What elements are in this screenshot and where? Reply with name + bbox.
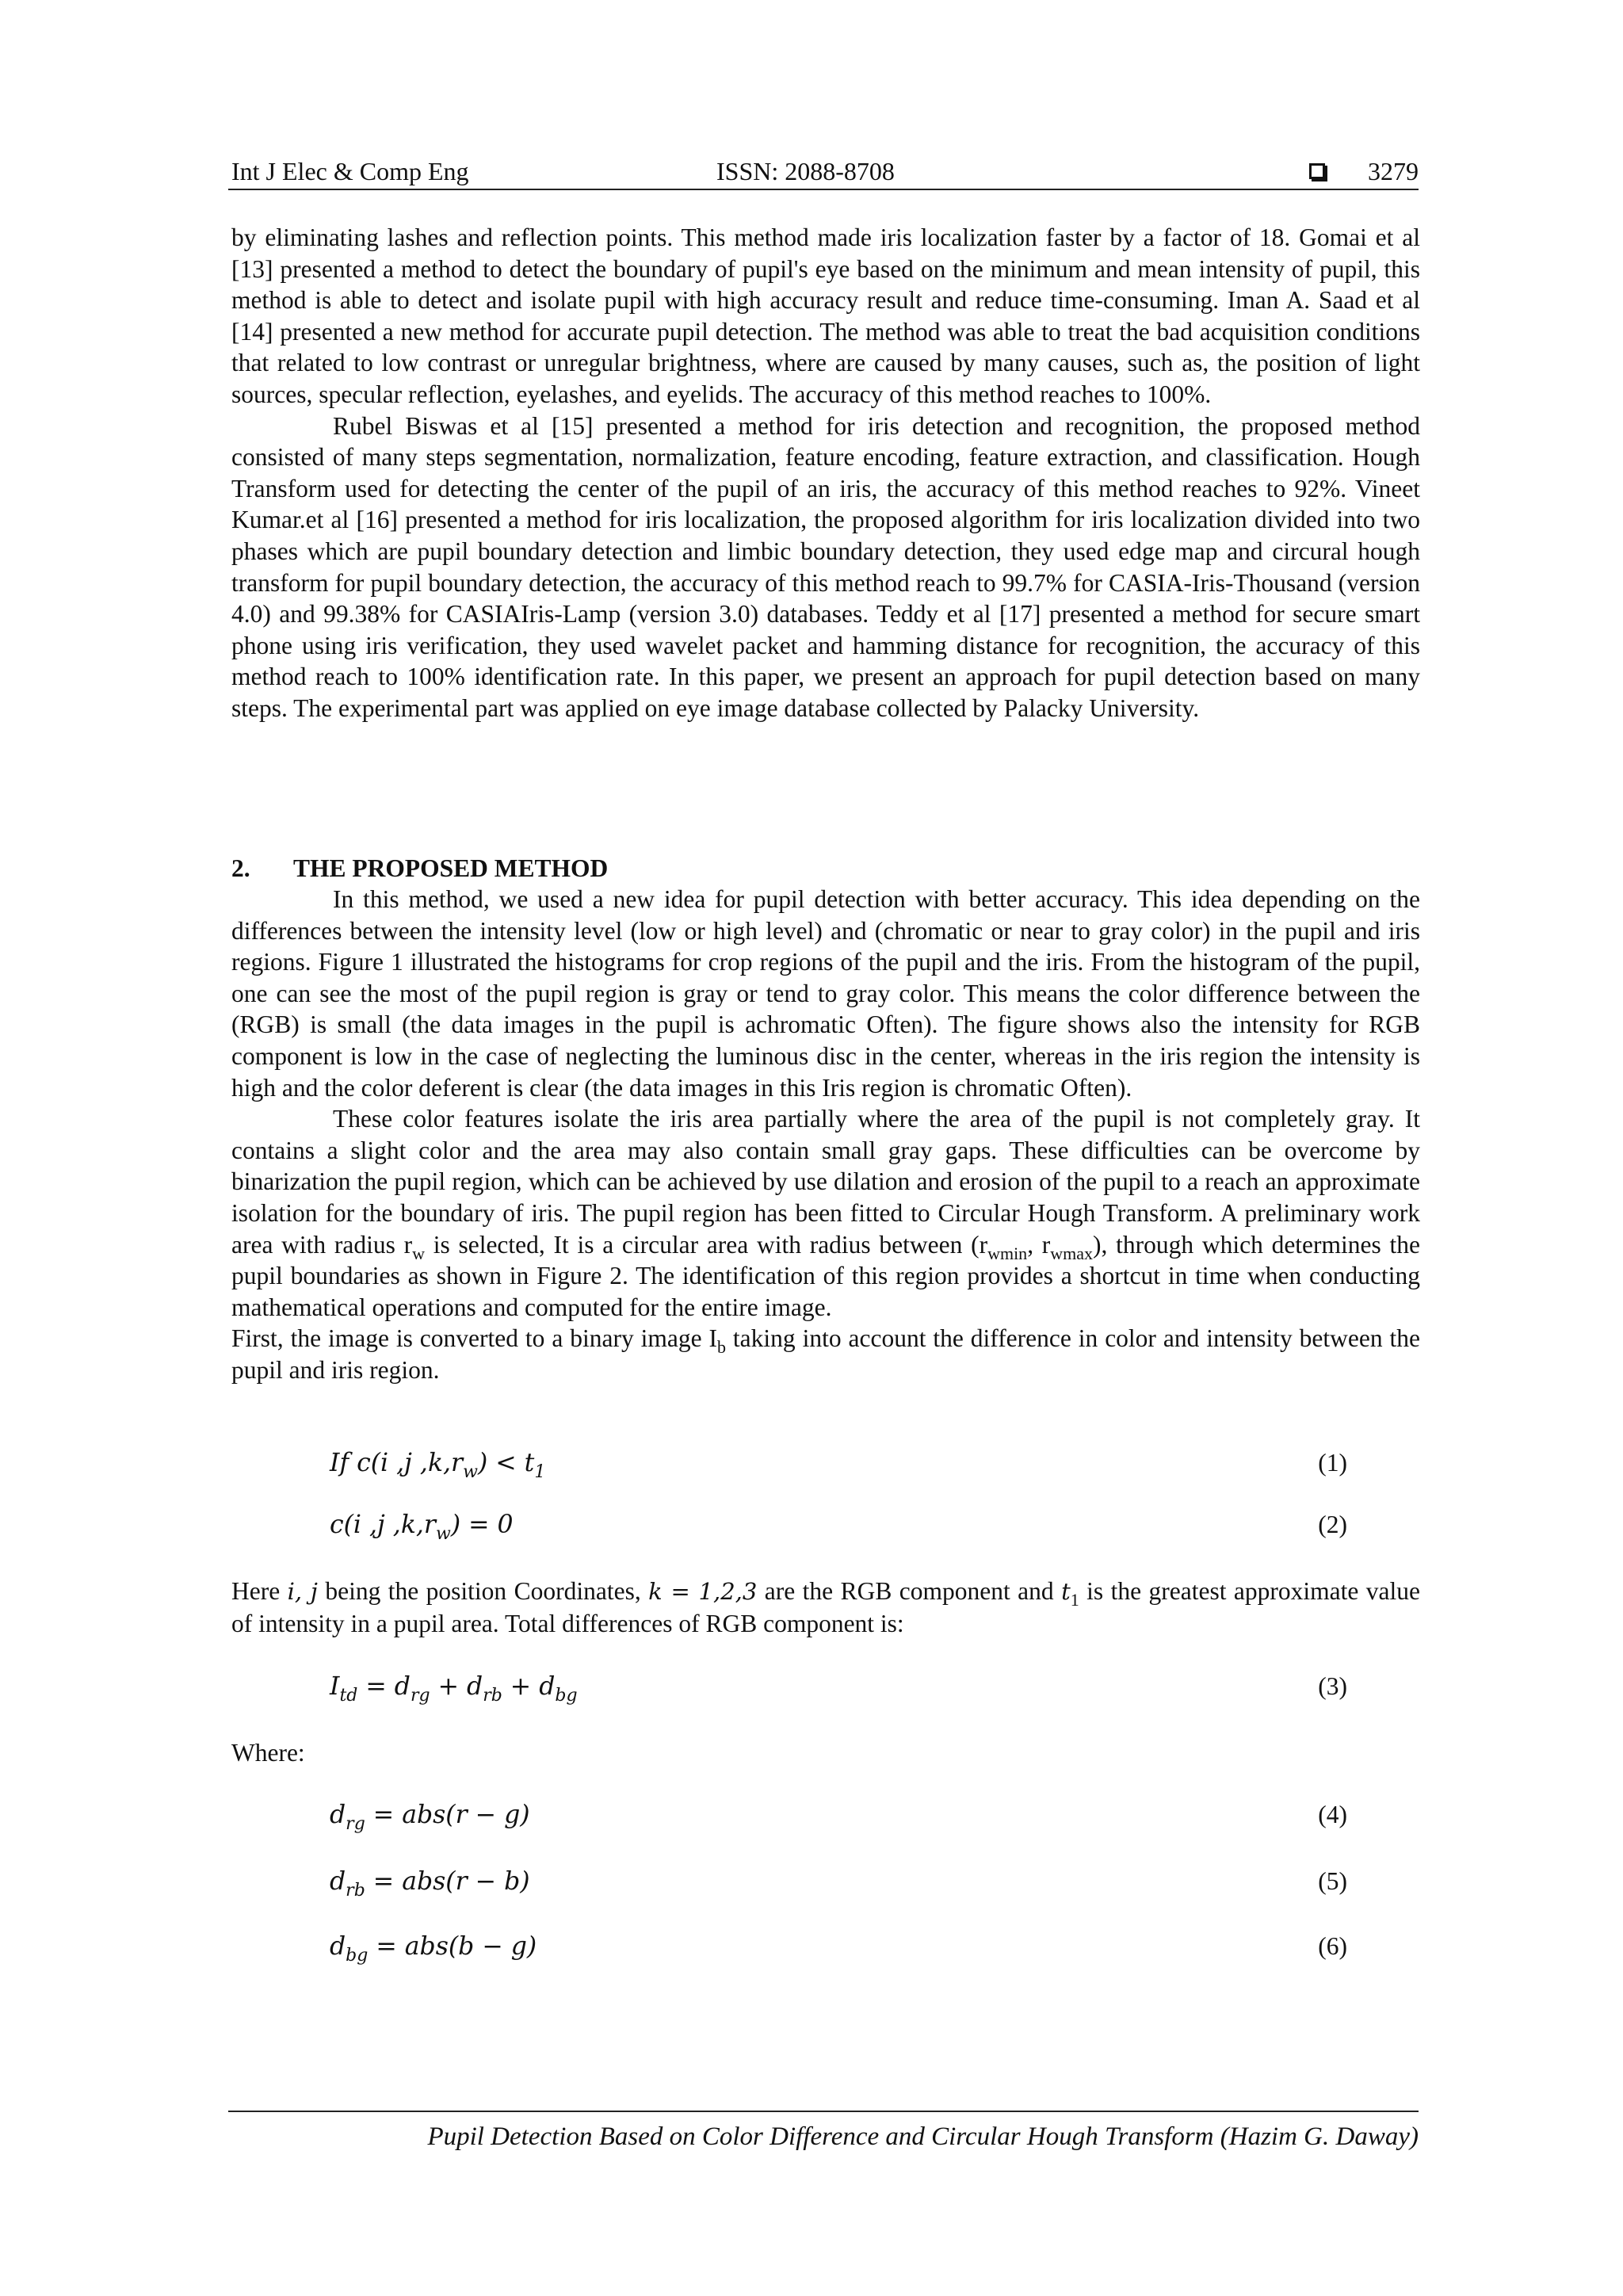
paragraph: These color features isolate the iris area partially where the area of the pupil is not completely gray. It contains a slight color and the area may also contain small gray gaps. These difficulties can be overcome by binarization the pupil region, which can be achieved by use dilation and erosion of the pupil to a reach an approximate isolation for the boundary of iris. The pupil region has been fitted to Circular Hough Transform. A preliminary work area with radius $r_w$ is selected, It is a circular area with radius between ($r_{wmin}$, $r_{wmax}$), through which determines the pupil boundaries as shown in Figure 2. The identification of this region provides a shortcut in time when conducting mathematical operations and computed for the entire image. [231, 1105, 1420, 1321]
equation-expression: c(i ,j $,k,r_w) = 0$ [330, 1511, 514, 1544]
equation-2 [330, 1509, 1347, 1544]
footer-rule [228, 2111, 1419, 2112]
equation-number: (4) [1318, 1801, 1347, 1828]
equation-5 [330, 1866, 1347, 1901]
variables-description: Here i, j being the position Coordinates, k = 1,2,3 are the RGB component and $t_1$ is the greatest approximate value of intensity in a pupil area. Total differences of RGB component is: [231, 1577, 1420, 1637]
equation-number: (1) [1318, 1449, 1347, 1477]
paragraph: In this method, we used a new idea for pupil detection with better accuracy. This idea depending on the differences between the intensity level (low or high level) and (chromatic or near to gray color) in the pupil and iris regions. Figure 1 illustrated the histograms for crop regions of the pupil and the iris. From the histogram of the pupil, one can see the most of the pupil region is gray or tend to gray color. This means the color difference between the (RGB) is small (the data images in the pupil is achromatic Often). The figure shows also the intensity for RGB component is low in the case of neglecting the luminous disc in the center, whereas in the iris region the intensity is high and the color deferent is clear (the data images in this Iris region is chromatic Often). [231, 885, 1420, 1102]
equation-expression: $d_{rg} = abs(r - g)$ [330, 1801, 530, 1834]
section-heading [231, 853, 608, 884]
running-footer: Pupil Detection Based on Color Difference and Circular Hough Transform (Hazim G. Daway) [427, 2122, 1419, 2151]
section-title: THE PROPOSED METHOD [293, 854, 609, 882]
paragraph: by eliminating lashes and reflection points. This method made iris localization faster by a factor of 18. Gomai et al [13] presented a method to detect the boundary of pupil's eye based on the minimum and mean intensity of pupil, this method is able to detect and isolate pupil with high accuracy result and reduce time-consuming. Iman A. Saad et al [14] presented a new method for accurate pupil detection. The method was able to treat the bad acquisition conditions that related to low contrast or unregular brightness, where are caused by many causes, such as, the position of light sources, specular reflection, eyelashes, and eyelids. The accuracy of this method reaches to 100%. [231, 223, 1420, 408]
section-number: 2. [231, 854, 250, 882]
equation-number: (5) [1318, 1867, 1347, 1895]
issn: ISSN: 2088-8708 [716, 157, 895, 185]
equation-3 [330, 1671, 1347, 1706]
equation-expression: $d_{bg} = abs(b - g)$ [330, 1932, 537, 1966]
paragraph: First, the image is converted to a binary image $I_b$ taking into account the difference in color and intensity between the pupil and iris region. [231, 1324, 1421, 1384]
where-label: Where: [231, 1739, 305, 1767]
equation-number: (2) [1318, 1511, 1347, 1538]
equation-4 [330, 1799, 1347, 1834]
header-rule [228, 189, 1419, 190]
square-box-icon [1309, 163, 1325, 179]
equation-number: (3) [1318, 1672, 1347, 1700]
equation-expression: If c(i ,j $,k,r_w) < t_1$ [330, 1449, 546, 1482]
journal-name: Int J Elec & Comp Eng [231, 157, 469, 185]
method-text [231, 884, 1420, 1386]
equation-1 [330, 1447, 1347, 1482]
equation-expression: $I_{td} = d_{rg} + d_{rb} + d_{bg}$ [330, 1672, 578, 1706]
page-number: 3279 [1368, 157, 1419, 185]
page-number-group [1309, 155, 1419, 187]
equation-number: (6) [1318, 1932, 1347, 1960]
equation-expression: $d_{rb} = abs(r - b)$ [330, 1867, 530, 1901]
intro-text [231, 222, 1420, 724]
equation-6 [330, 1931, 1347, 1966]
paragraph: Rubel Biswas et al [15] presented a method for iris detection and recognition, the proposed method consisted of many steps segmentation, normalization, feature encoding, feature extraction, and classification. Hough Transform used for detecting the center of the pupil of an iris, the accuracy of this method reaches to 92%. Vineet Kumar.et al [16] presented a method for iris localization, the proposed algorithm for iris localization divided into two phases which are pupil boundary detection and limbic boundary detection, they used edge map and circural hough transform for pupil boundary detection, the accuracy of this method reach to 99.7% for CASIA-Iris-Thousand (version 4.0) and 99.38% for CASIAIris-Lamp (version 3.0) databases. Teddy et al [17] presented a method for secure smart phone using iris verification, they used wavelet packet and hamming distance for recognition, the accuracy of this method reach to 100% identification rate. In this paper, we present an approach for pupil detection based on many steps. The experimental part was applied on eye image database collected by Palacky University. [231, 411, 1420, 722]
